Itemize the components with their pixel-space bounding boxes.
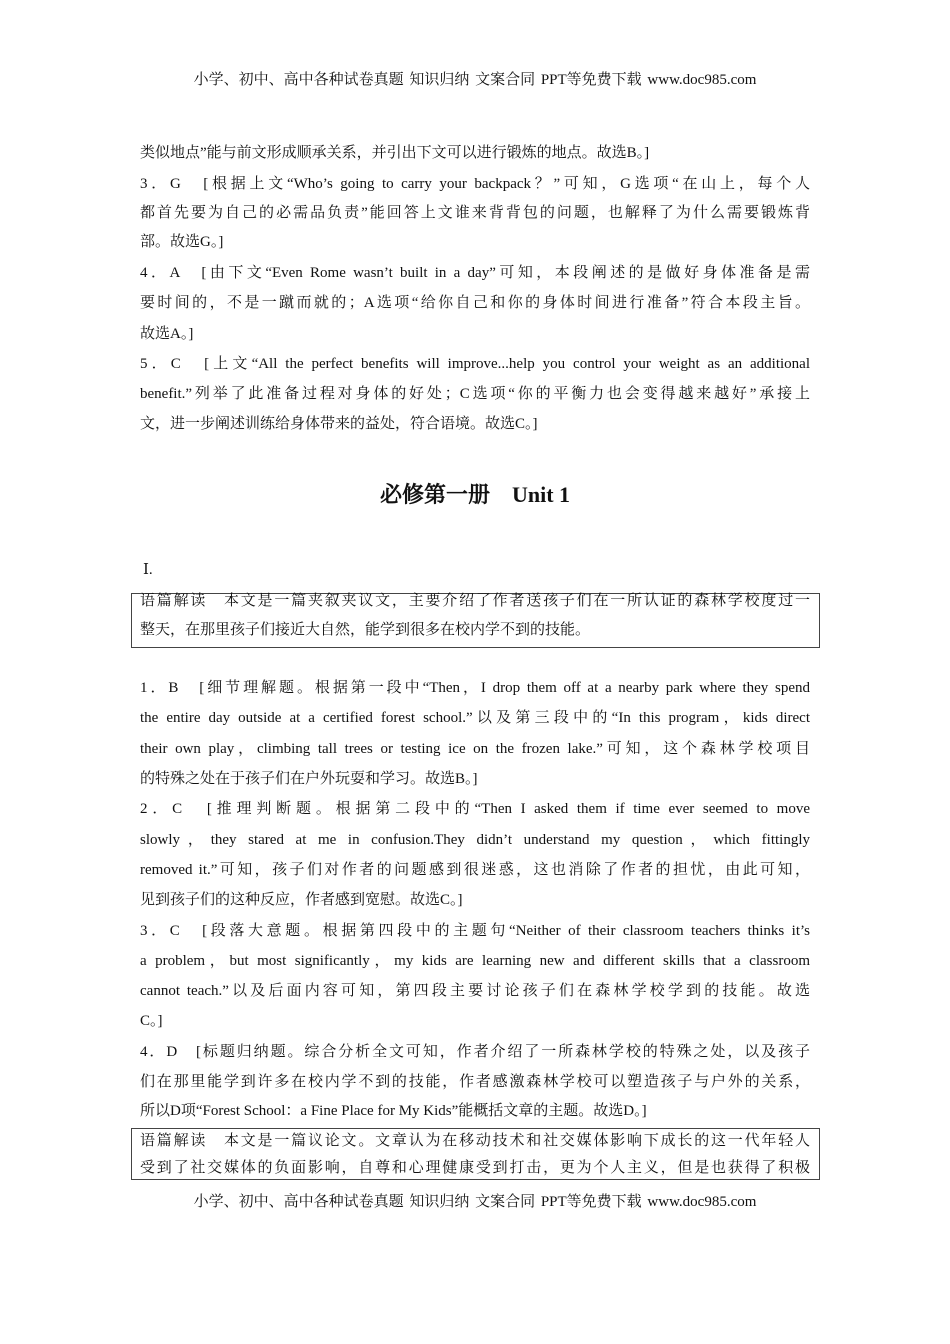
text-line: a problem，but most significantly，my kids are learning new and different skills that a classroom <box>140 953 810 969</box>
text-line: removed it.”可知，孩子们对作者的问题感到很迷惑，这也消除了作者的担忧，由此可知， <box>140 862 810 878</box>
text-line: 整天，在那里孩子们接近大自然，能学到很多在校内学不到的技能。 <box>140 622 591 638</box>
text-line: 语篇解读 本文是一篇夹叙夹议文，主要介绍了作者送孩子们在一所认证的森林学校度过一 <box>140 593 810 609</box>
text-line: 文，进一步阐述训练给身体带来的益处，符合语境。故选C。] <box>140 416 538 432</box>
text-line: 受到了社交媒体的负面影响，自尊和心理健康受到打击，更为个人主义，但是也获得了积极 <box>140 1160 810 1176</box>
text-line: 2．C [推理判断题。根据第二段中的“Then I asked them if time ever seemed to move <box>140 801 810 817</box>
text-line: slowly，they stared at me in confusion.They didn’t understand my question，which fittingly <box>140 832 810 848</box>
text-line: 故选A。] <box>140 326 194 342</box>
text-line: benefit.”列举了此准备过程对身体的好处；C选项“你的平衡力也会变得越来越好”承接上 <box>140 386 810 402</box>
text-line: 4．A [由下文“Even Rome wasn’t built in a day”可知，本段阐述的是做好身体准备是需 <box>140 265 810 281</box>
text-line: 5．C [上文“All the perfect benefits will improve...help you control your weight as an additional <box>140 356 810 372</box>
text-line: 见到孩子们的这种反应，作者感到宽慰。故选C。] <box>140 892 463 908</box>
text-line: 语篇解读 本文是一篇议论文。文章认为在移动技术和社交媒体影响下成长的这一代年轻人 <box>140 1133 810 1149</box>
text-line: the entire day outside at a certified forest school.”以及第三段中的“In this program，kids direct <box>140 710 810 726</box>
text-line: 所以D项“Forest School：a Fine Place for My Kids”能概括文章的主题。故选D。] <box>140 1103 647 1119</box>
text-line: 1．B [细节理解题。根据第一段中“Then，I drop them off at a nearby park where they spend <box>140 680 810 696</box>
text-line: 要时间的，不是一蹴而就的；A选项“给你自己和你的身体时间进行准备”符合本段主旨。 <box>140 295 810 311</box>
text-line: 类似地点”能与前文形成顺承关系，并引出下文可以进行锻炼的地点。故选B。] <box>140 145 650 161</box>
section-title: 必修第一册 Unit 1 <box>379 482 571 507</box>
page-footer: 小学、初中、高中各种试卷真题 知识归纳 文案合同 PPT等免费下载 www.doc985.com <box>193 1194 757 1210</box>
text-line: cannot teach.”以及后面内容可知，第四段主要讨论孩子们在森林学校学到的技能。故选 <box>140 983 810 999</box>
text-line: C。] <box>140 1013 163 1029</box>
text-line: 3．C [段落大意题。根据第四段中的主题句“Neither of their classroom teachers thinks it’s <box>140 923 810 939</box>
text-line: 都首先要为自己的必需品负责”能回答上文谁来背背包的问题，也解释了为什么需要锻炼背 <box>140 205 810 221</box>
page-header: 小学、初中、高中各种试卷真题 知识归纳 文案合同 PPT等免费下载 www.doc985.com <box>193 72 757 88</box>
text-line: 4．D [标题归纳题。综合分析全文可知，作者介绍了一所森林学校的特殊之处，以及孩子 <box>140 1044 810 1060</box>
text-line: 3．G [根据上文“Who’s going to carry your backpack？”可知，G选项“在山上，每个人 <box>140 176 810 192</box>
text-line: 的特殊之处在于孩子们在户外玩耍和学习。故选B。] <box>140 771 478 787</box>
text-line: their own play，climbing tall trees or testing ice on the frozen lake.”可知，这个森林学校项目 <box>140 741 810 757</box>
text-line: 部。故选G。] <box>140 234 224 250</box>
part-label: Ⅰ. <box>143 562 153 578</box>
text-line: 们在那里能学到许多在校内学不到的技能，作者感激森林学校可以塑造孩子与户外的关系， <box>140 1074 810 1090</box>
